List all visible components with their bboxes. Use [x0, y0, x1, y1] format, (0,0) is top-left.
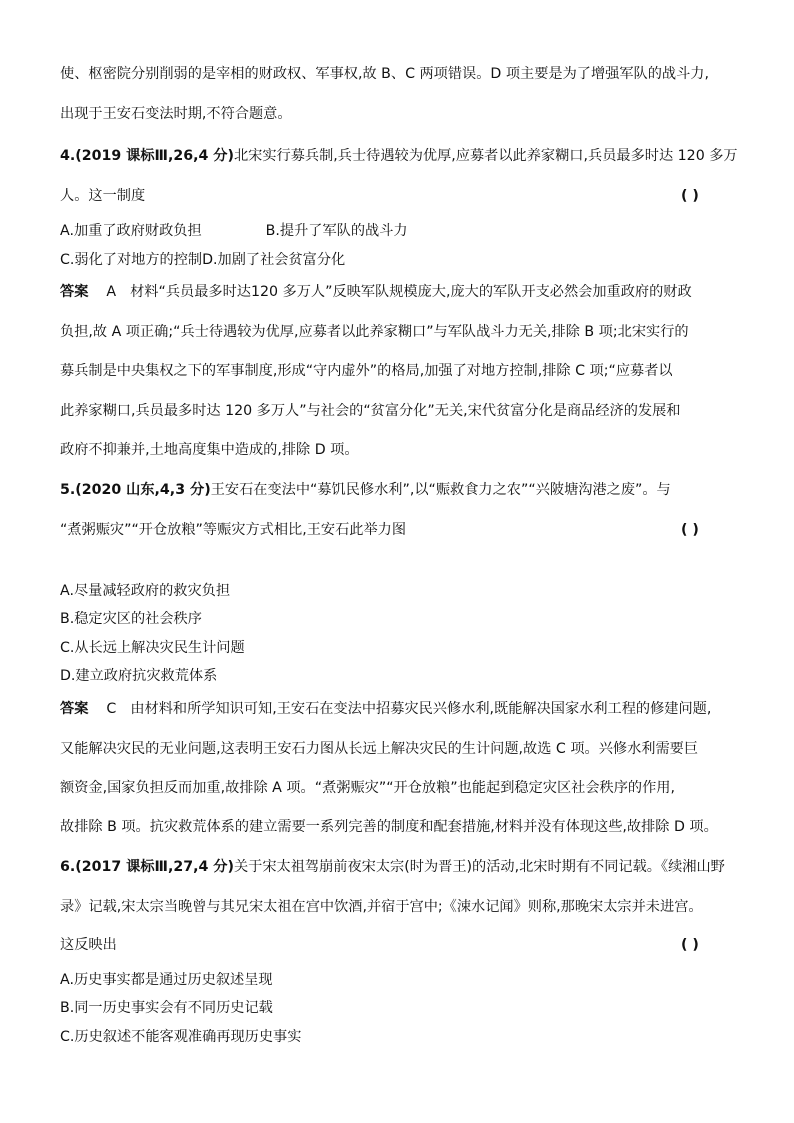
q4-answer-line-3: 募兵制是中央集权之下的军事制度,形成“守内虚外”的格局,加强了对地方控制,排除 C 项;“应募者以: [60, 363, 673, 379]
continuation-line-1: 使、枢密院分别削弱的是宰相的财政权、军事权,故 B、C 两项错误。D 项主要是为了增强军队的战斗力,: [60, 66, 709, 82]
q5-option-b: B.稳定灾区的社会秩序: [60, 611, 202, 627]
q5-answer-label: 答案: [60, 701, 89, 717]
q5-stem-text: 王安石在变法中“募饥民修水利”,以“赈救食力之农”“兴陂塘沟港之废”。与: [210, 482, 671, 498]
q4-answer-text-1: 材料“兵员最多时达120 多万人”反映军队规模庞大,庞大的军队开支必然会加重政府的财政: [130, 284, 692, 300]
q5-option-a: A.尽量减轻政府的救灾负担: [60, 583, 231, 599]
q6-stem-line-3: 这反映出: [60, 937, 117, 953]
q5-answer-line-3: 额资金,国家负担反而加重,故排除 A 项。“煮粥赈灾”“开仓放粮”也能起到稳定灾区社会秩序的作用,: [60, 780, 675, 796]
q4-answer-line-5: 政府不抑兼并,土地高度集中造成的,排除 D 项。: [60, 442, 359, 458]
q6-option-c: C.历史叙述不能客观准确再现历史事实: [60, 1029, 302, 1045]
q6-stem-line-2: 录》记载,宋太宗当晚曾与其兄宋太祖在宫中饮酒,并宿于宫中;《涑水记闻》则称,那晚宋太宗并未进宫。: [60, 899, 703, 915]
q6-stem-text: 关于宋太祖驾崩前夜宋太宗(时为晋王)的活动,北宋时期有不同记载。《续湘山野: [233, 859, 725, 875]
q4-answer-bracket: ( ): [681, 188, 699, 204]
q5-answer-text-1: 由材料和所学知识可知,王安石在变法中招募灾民兴修水利,既能解决国家水利工程的修建问题,: [130, 701, 712, 717]
q5-answer-line-1: [60, 699, 740, 719]
q6-source: 6.(2017 课标Ⅲ,27,4 分): [60, 859, 234, 875]
q5-stem-line-2: “煮粥赈灾”“开仓放粮”等赈灾方式相比,王安石此举力图: [60, 522, 407, 538]
q4-stem-line-1: [60, 146, 740, 166]
q4-stem-line-2: 人。这一制度: [60, 188, 146, 204]
q4-option-cd: C.弱化了对地方的控制D.加剧了社会贫富分化: [60, 252, 346, 268]
q6-stem-line-1: [60, 857, 740, 877]
q4-answer-line-1: [60, 282, 740, 302]
q4-answer-line-2: 负担,故 A 项正确;“兵士待遇较为优厚,应募者以此养家糊口”与军队战斗力无关,排除 B 项;北宋实行的: [60, 324, 689, 340]
continuation-line-2: 出现于王安石变法时期,不符合题意。: [60, 106, 292, 122]
q5-stem-line-1: [60, 480, 740, 500]
q5-answer-line-2: 又能解决灾民的无业问题,这表明王安石力图从长远上解决灾民的生计问题,故选 C 项。兴修水利需要巨: [60, 741, 699, 757]
q5-answer-bracket: ( ): [681, 522, 699, 538]
q4-source: 4.(2019 课标Ⅲ,26,4 分): [60, 148, 234, 164]
q6-answer-bracket: ( ): [681, 937, 699, 953]
q5-answer-letter: C: [106, 701, 117, 717]
q4-stem-text: 北宋实行募兵制,兵士待遇较为优厚,应募者以此养家糊口,兵员最多时达 120 多万: [233, 148, 738, 164]
q6-option-a: A.历史事实都是通过历史叙述呈现: [60, 972, 273, 988]
q4-answer-label: 答案: [60, 284, 89, 300]
q4-options-ab: [60, 221, 740, 241]
q4-answer-line-4: 此养家糊口,兵员最多时达 120 多万人”与社会的“贫富分化”无关,宋代贫富分化是商品经济的发展和: [60, 403, 681, 419]
q5-option-d: D.建立政府抗灾救荒体系: [60, 668, 218, 684]
q6-option-b: B.同一历史事实会有不同历史记载: [60, 1000, 273, 1016]
q4-option-a: A.加重了政府财政负担: [60, 223, 202, 239]
q4-option-b: B.提升了军队的战斗力: [265, 223, 408, 239]
q5-answer-line-4: 故排除 B 项。抗灾救荒体系的建立需要一系列完善的制度和配套措施,材料并没有体现这些,故排除 D 项。: [60, 819, 718, 835]
q4-answer-letter: A: [106, 284, 117, 300]
q5-option-c: C.从长远上解决灾民生计问题: [60, 640, 245, 656]
q5-source: 5.(2020 山东,4,3 分): [60, 482, 211, 498]
